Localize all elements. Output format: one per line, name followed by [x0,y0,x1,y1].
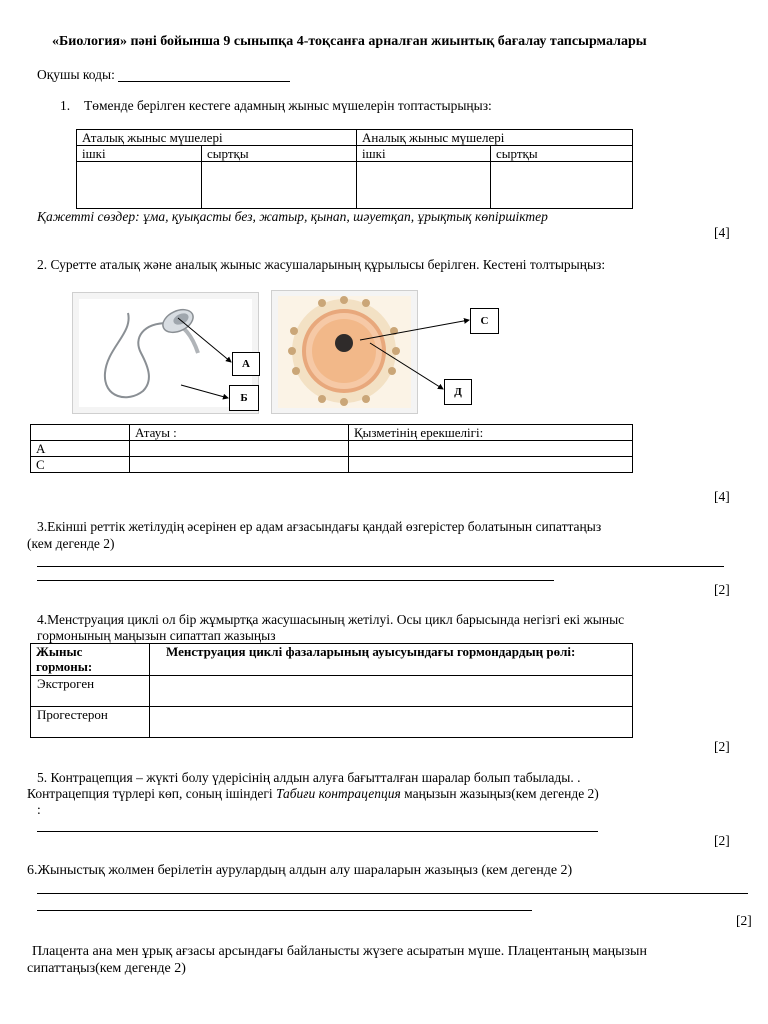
male-organs-header: Аталық жыныс мүшелері [77,130,357,146]
task3-points: [2] [714,582,730,597]
progesterone-label: Прогестерон [31,707,150,738]
task3-text-cont: (кем дегенде 2) [27,536,115,551]
progesterone-answer-cell[interactable] [150,707,633,738]
male-outer-header: сыртқы [202,146,357,162]
task4-text-cont: гормонының маңызын сипаттап жазыңыз [37,628,276,643]
task2-points: [4] [714,489,730,504]
label-b: Б [229,385,259,411]
task7-text: Плацента ана мен ұрық ағзасы арсындағы байланысты жүзеге асыратын мүше. Плацентаның маңызын [32,944,647,959]
estrogen-answer-cell[interactable] [150,676,633,707]
hormone-header-line2: гормоны: [36,659,93,674]
estrogen-label: Экстроген [31,676,150,707]
task3-text: 3.Екінші реттік жетілудің әсерінен ер адам ағзасындағы қандай өзгерістер болатынын сипаттаңыз [37,519,602,534]
task5-colon: : [37,802,41,817]
row-a-name-cell[interactable] [130,441,349,457]
female-inner-header: ішкі [357,146,491,162]
task1-number: 1. [60,98,71,113]
task1-hint: Қажетті сөздер: ұма, қуықасты без, жатыр, қынап, шәуетқап, ұрықтық көпіршіктер [37,209,548,224]
task6-points: [2] [736,913,752,928]
task5-answer-line[interactable] [37,831,598,832]
task5-text: 5. Контрацепция – жүкті болу үдерісінің алдын алуға бағытталған шаралар болып табылады. . [37,770,581,785]
task2-table [30,424,633,473]
function-column-header: Қызметінің ерекшелігі: [349,425,633,441]
page-title: «Биология» пәні бойынша 9 сыныпқа 4-тоқсанға арналған жиынтық бағалау тапсырмалары [52,34,647,49]
male-inner-header: ішкі [77,146,202,162]
hormone-column-header [31,644,150,676]
row-c-label: С [31,457,130,473]
female-outer-header: сыртқы [491,146,633,162]
hormone-header-line1: Жыныс [36,644,83,659]
task4-table [30,643,633,738]
label-d: Д [444,379,472,405]
task5-text-italic: Табиғи контрацепция [275,786,401,801]
task6-answer-line-1[interactable] [37,893,748,894]
task7-text-cont: сипаттаңыз(кем дегенде 2) [27,961,186,976]
task3-answer-line-1[interactable] [37,566,724,567]
task6-text: 6.Жыныстық жолмен берілетін аурулардың алдын алу шараларын жазыңыз (кем дегенде 2) [27,863,573,878]
label-a: А [232,352,260,376]
student-code-label: Оқушы коды: [37,67,115,82]
task5-text-cont [27,786,599,802]
label-c: С [470,308,499,334]
task4-text: 4.Менструация циклі ол бір жұмыртқа жасушасының жетілуі. Осы цикл барысында негізгі екі жыныс [37,612,625,627]
task2-text: 2. Суретте аталық және аналық жыныс жасушаларының құрылысы берілген. Кестені толтырыңыз: [37,257,606,272]
task5-text-post: маңызын жазыңыз(кем дегенде 2) [400,786,599,801]
task5-points: [2] [714,833,730,848]
role-column-header: Менструация циклі фазаларының ауысуындағы гормондардың рөлі: [150,644,633,676]
row-c-function-cell[interactable] [349,457,633,473]
row-a-function-cell[interactable] [349,441,633,457]
task1-points: [4] [714,225,730,240]
female-organs-header: Аналық жыныс мүшелері [357,130,633,146]
row-c-name-cell[interactable] [130,457,349,473]
task2-blank-header [31,425,130,441]
name-column-header: Атауы : [130,425,349,441]
task1-text: Төменде берілген кестеге адамның жыныс мүшелерін топтастырыңыз: [84,98,492,113]
task5-text-pre: Контрацепция түрлері көп, соның ішіндегі [27,786,276,801]
task4-points: [2] [714,739,730,754]
task6-answer-line-2[interactable] [37,910,532,911]
task3-answer-line-2[interactable] [37,580,554,581]
row-a-label: А [31,441,130,457]
